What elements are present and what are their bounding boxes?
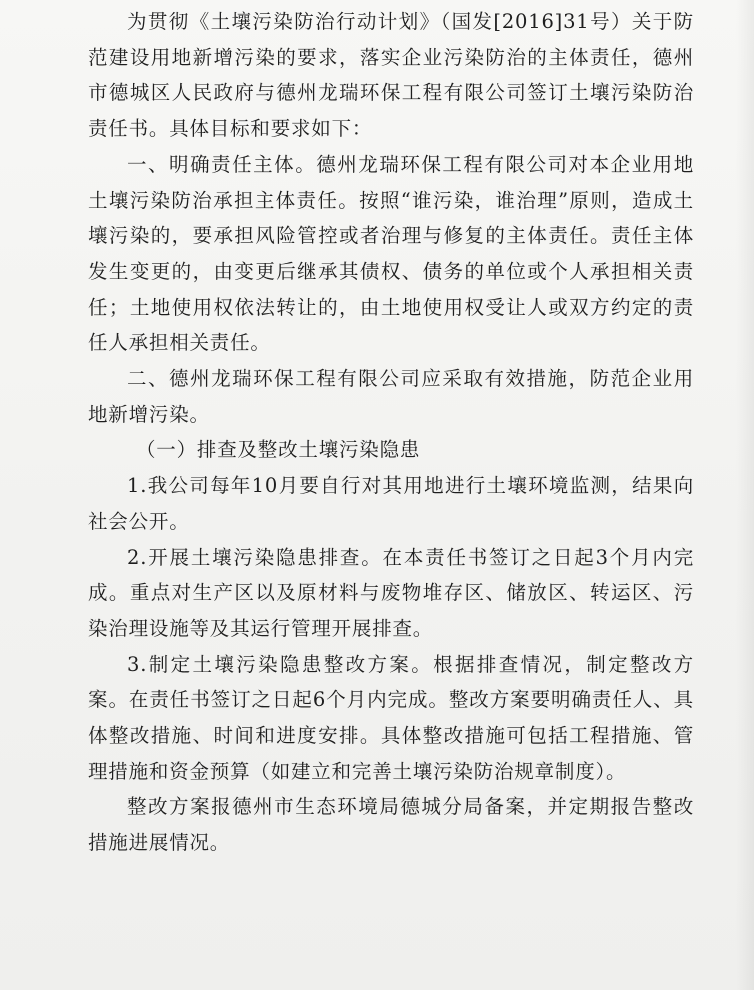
subsection-heading: （一）排查及整改土壤污染隐患	[136, 438, 421, 462]
item-two-paragraph: 2.开展土壤污染隐患排查。在本责任书签订之日起3个月内完成。重点对生产区以及原材料与废物堆存区、储放区、转运区、污染治理设施等及其运行管理开展排查。	[88, 545, 694, 640]
closing-paragraph: 整改方案报德州市生态环境局德城分局备案，并定期报告整改措施进展情况。	[88, 795, 694, 855]
section-two-paragraph: 二、德州龙瑞环保工程有限公司应采取有效措施，防范企业用地新增污染。	[88, 367, 694, 426]
section-one-paragraph: 一、明确责任主体。德州龙瑞环保工程有限公司对本企业用地土壤污染防治承担主体责任。按照“谁污染，谁治理”原则，造成土壤污染的，要承担风险管控或者治理与修复的主体责任。责任主体发生变更的，由变更后继承其债权、债务的单位或个人承担相关责任；土地使用权依法转让的，由土地使用权受让人或双方约定的责任人承担相关责任。	[88, 152, 694, 355]
item-three-paragraph: 3.制定土壤污染隐患整改方案。根据排查情况，制定整改方案。在责任书签订之日起6个月内完成。整改方案要明确责任人、具体整改措施、时间和进度安排。具体整改措施可包括工程措施、管理措施和资金预算（如建立和完善土壤污染防治规章制度）。	[88, 652, 694, 783]
document-body	[88, 4, 694, 861]
scan-edge-shadow	[736, 0, 754, 990]
intro-paragraph: 为贯彻《土壤污染防治行动计划》（国发[2016]31号）关于防范建设用地新增污染的要求，落实企业污染防治的主体责任，德州市德城区人民政府与德州龙瑞环保工程有限公司签订土壤污染防治责任书。具体目标和要求如下：	[88, 10, 694, 141]
item-one-paragraph: 1.我公司每年10月要自行对其用地进行土壤环境监测，结果向社会公开。	[88, 474, 694, 533]
